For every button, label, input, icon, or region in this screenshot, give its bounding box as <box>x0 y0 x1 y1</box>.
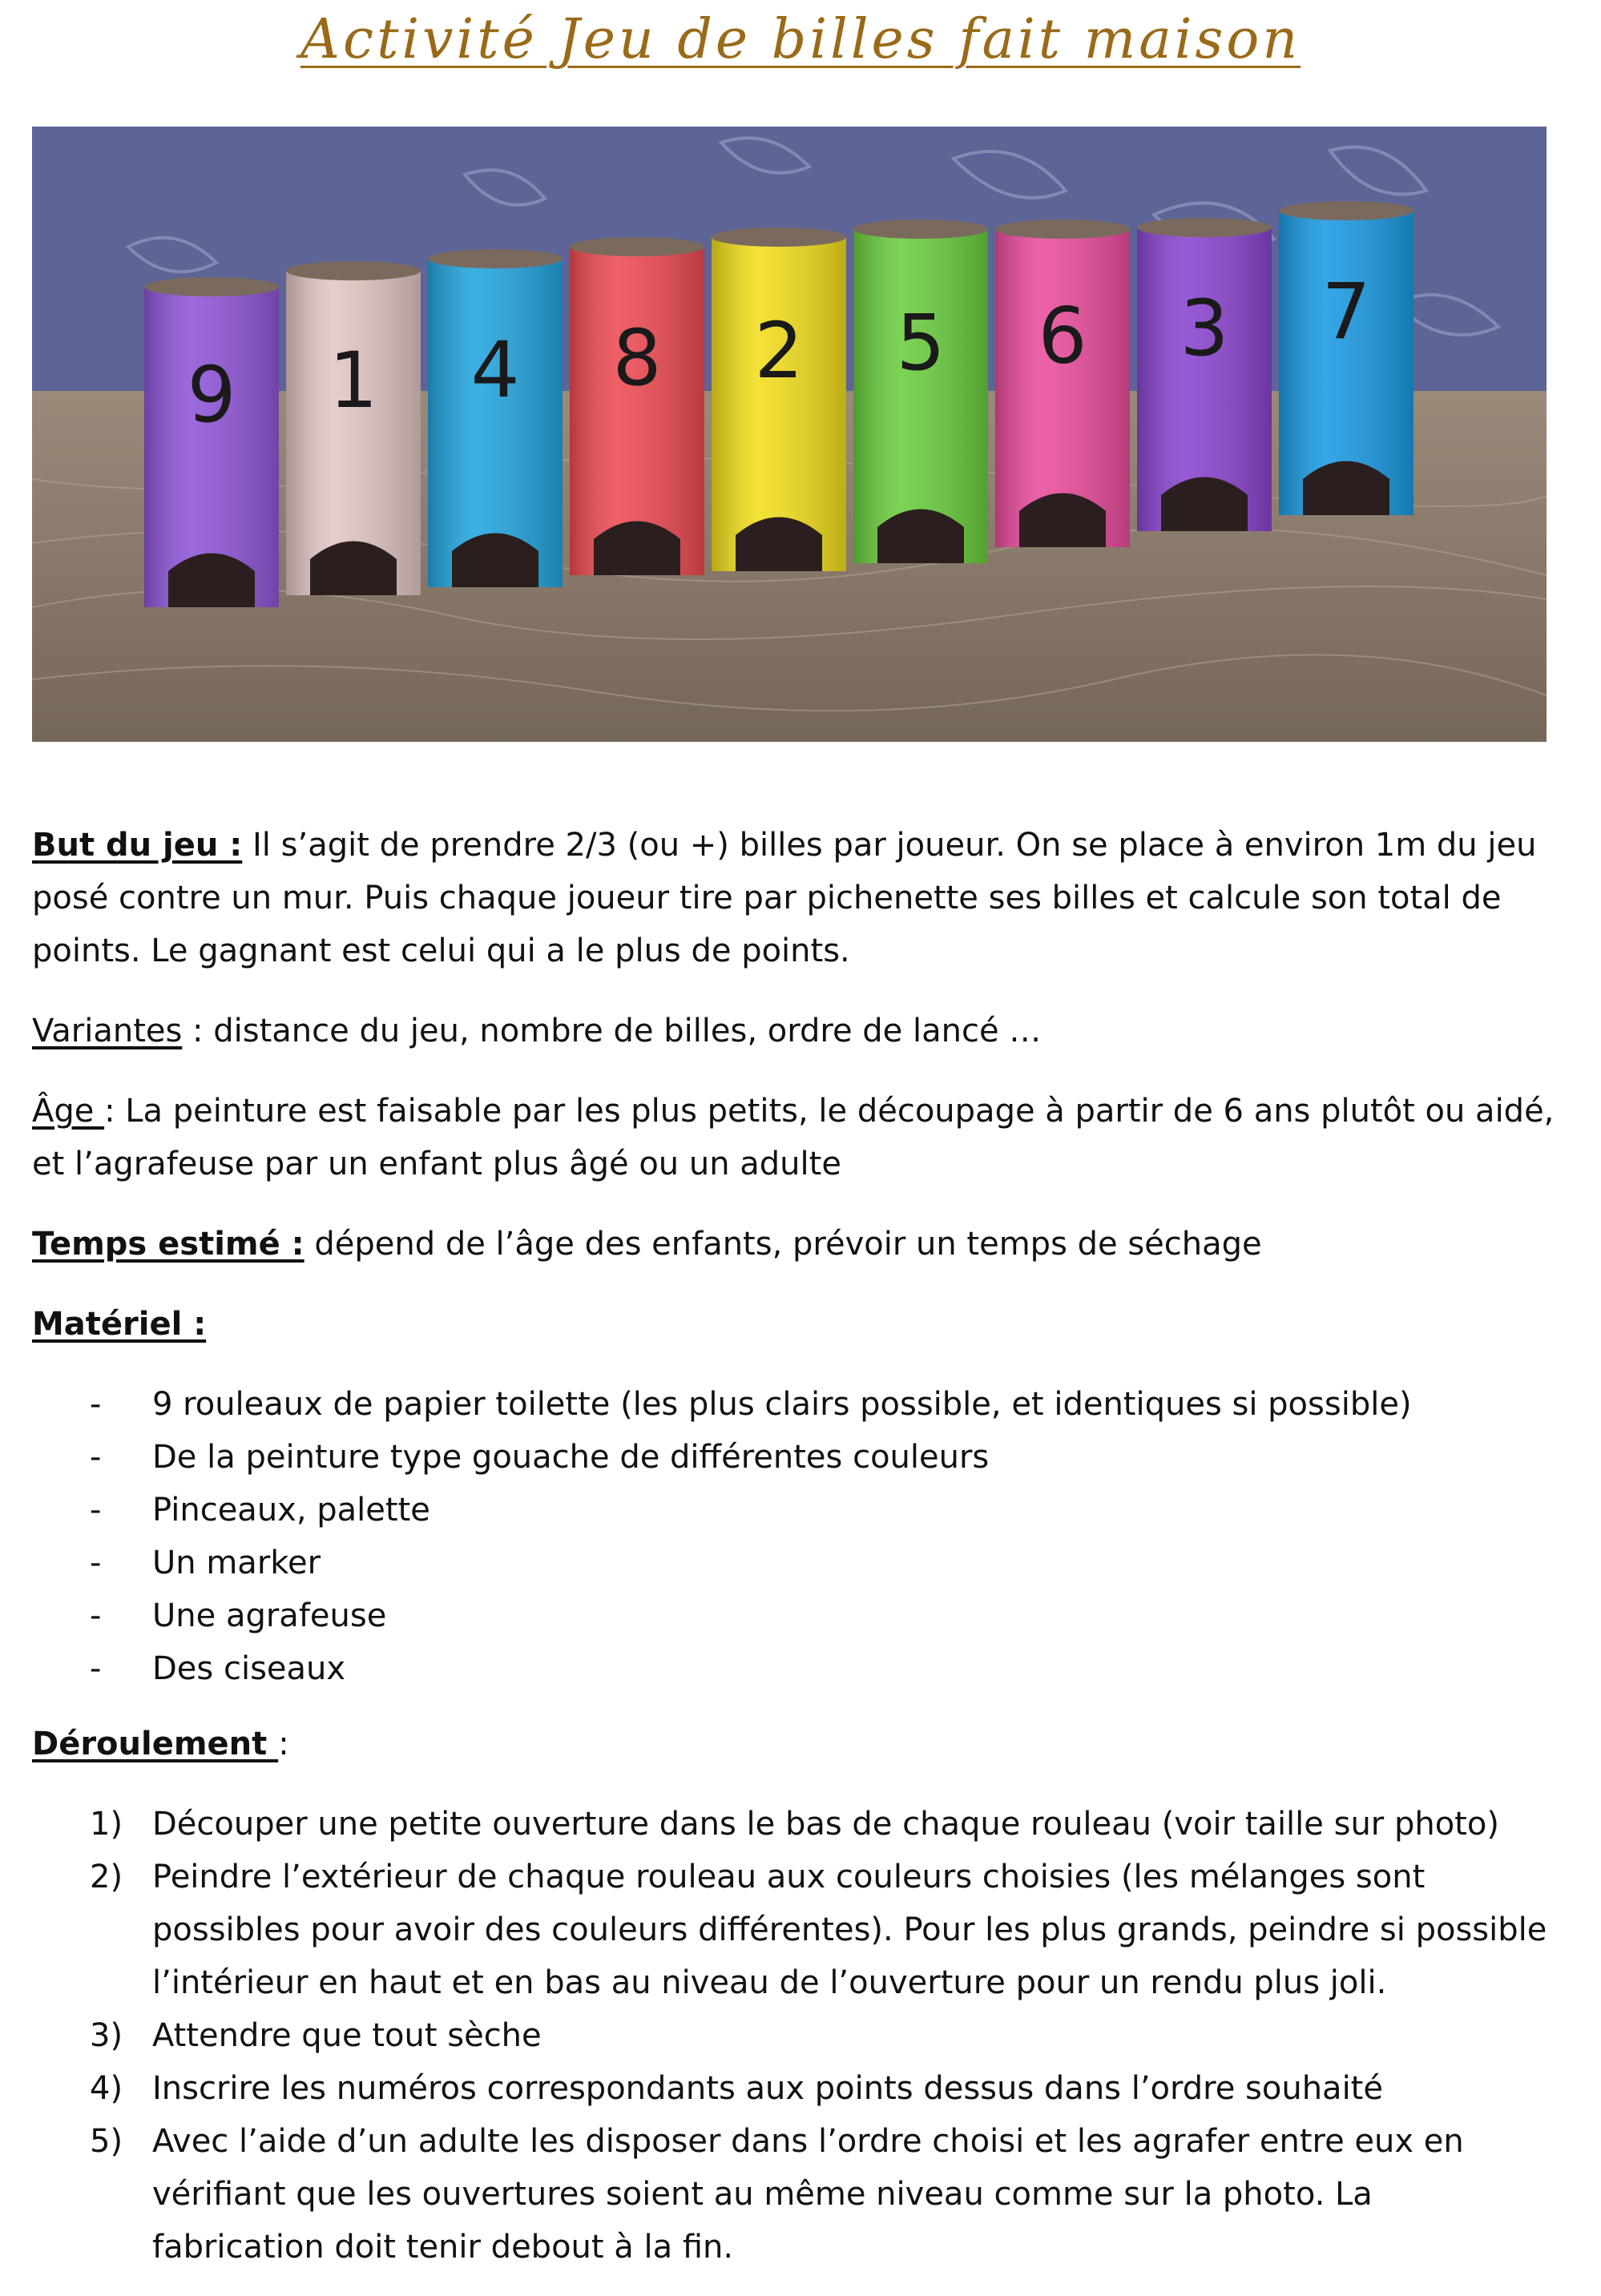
toilet-roll-tube <box>286 261 421 595</box>
photo-illustration <box>32 127 1547 742</box>
time-paragraph <box>32 1218 1555 1271</box>
tube-number: 9 <box>187 350 236 440</box>
step-text: Peindre l’extérieur de chaque rouleau aux couleurs choisies (les mélanges sont possibles pour avoir des couleurs différentes). Pour les plus grands, peindre si possible l’intérieur en haut et en bas au niveau de l’ouverture pour un rendu plus joli. <box>152 1859 1547 2001</box>
tube-top-opening <box>144 277 279 296</box>
bullet-dash: - <box>90 1545 102 1581</box>
toilet-roll-tube <box>712 228 846 571</box>
tube-top-opening <box>570 237 704 256</box>
material-text: De la peinture type gouache de différentes couleurs <box>152 1439 990 1476</box>
bullet-dash: - <box>90 1439 102 1476</box>
step-number: 4) <box>90 2070 123 2107</box>
toilet-roll-tube <box>853 220 988 563</box>
age-label: Âge <box>32 1093 105 1130</box>
bullet-dash: - <box>90 1597 102 1634</box>
tube-number: 6 <box>1038 291 1087 381</box>
step-text: Inscrire les numéros correspondants aux points dessus dans l’ordre souhaité <box>152 2070 1383 2107</box>
variants-paragraph <box>32 1005 1555 1057</box>
materials-heading: Matériel : <box>32 1306 207 1343</box>
tube-number: 2 <box>754 306 804 397</box>
material-text: 9 rouleaux de papier toilette (les plus clairs possible, et identiques si possible) <box>152 1386 1412 1423</box>
variants-label: Variantes <box>32 1013 183 1049</box>
goal-paragraph <box>32 819 1555 977</box>
tube-top-opening <box>428 249 563 268</box>
list-item <box>32 1537 1555 1589</box>
tube-top-opening <box>1137 218 1272 237</box>
list-item <box>32 1589 1555 1642</box>
marble-game-photo <box>32 127 1547 742</box>
tube-top-opening <box>853 220 988 239</box>
bullet-dash: - <box>90 1386 102 1423</box>
procedure-colon: : <box>278 1726 289 1762</box>
document-body <box>32 819 1555 2296</box>
step-text: Attendre que tout sèche <box>152 2017 542 2054</box>
step-item <box>32 2115 1555 2274</box>
page-title: Activité Jeu de billes fait maison <box>300 8 1301 71</box>
materials-list <box>32 1378 1555 1695</box>
material-text: Un marker <box>152 1545 321 1581</box>
list-item <box>32 1378 1555 1431</box>
toilet-roll-tube <box>995 220 1130 547</box>
tube-number: 5 <box>896 298 946 389</box>
step-text: Découper une petite ouverture dans le bas de chaque rouleau (voir taille sur photo) <box>152 1806 1499 1843</box>
step-number: 3) <box>90 2017 123 2054</box>
procedure-steps <box>32 1798 1555 2274</box>
step-item <box>32 1851 1555 2009</box>
list-item <box>32 1642 1555 1695</box>
material-text: Pinceaux, palette <box>152 1492 430 1529</box>
procedure-heading: Déroulement <box>32 1726 279 1762</box>
toilet-roll-tube <box>570 237 704 575</box>
step-number: 1) <box>90 1806 123 1843</box>
toilet-roll-tube <box>144 277 279 607</box>
toilet-roll-tube <box>1137 218 1272 531</box>
tube-top-opening <box>712 228 846 247</box>
tube-number: 3 <box>1180 284 1229 374</box>
time-label: Temps estimé : <box>32 1226 304 1263</box>
step-number: 2) <box>90 1859 123 1895</box>
bullet-dash: - <box>90 1650 102 1687</box>
step-item <box>32 2062 1555 2115</box>
age-paragraph <box>32 1085 1555 1190</box>
step-item <box>32 1798 1555 1851</box>
goal-label: But du jeu : <box>32 827 243 864</box>
time-text: dépend de l’âge des enfants, prévoir un temps de séchage <box>304 1226 1262 1263</box>
list-item <box>32 1484 1555 1537</box>
tube-number: 4 <box>470 325 520 416</box>
tube-number: 7 <box>1321 267 1371 357</box>
goal-text: Il s’agit de prendre 2/3 (ou +) billes par joueur. On se place à environ 1m du jeu posé contre un mur. Puis chaque joueur tire par pichenette ses billes et calcule son total de points. Le gagnant est celui qui a le plus de points. <box>32 827 1537 969</box>
materials-heading-paragraph <box>32 1298 1555 1351</box>
material-text: Des ciseaux <box>152 1650 346 1687</box>
toilet-roll-tube <box>428 249 563 587</box>
step-number: 5) <box>90 2123 123 2160</box>
list-item <box>32 1431 1555 1484</box>
bullet-dash: - <box>90 1492 102 1529</box>
tube-top-opening <box>995 220 1130 239</box>
step-item <box>32 2009 1555 2062</box>
toilet-roll-tube <box>1279 201 1413 515</box>
step-text: Avec l’aide d’un adulte les disposer dans l’ordre choisi et les agrafer entre eux en vérifiant que les ouvertures soient au même niveau comme sur la photo. La fabrication doit tenir debout à la fin. <box>152 2123 1464 2266</box>
material-text: Une agrafeuse <box>152 1597 387 1634</box>
age-text: : La peinture est faisable par les plus petits, le découpage à partir de 6 ans plutôt ou aidé, et l’agrafeuse par un enfant plus âgé ou un adulte <box>32 1093 1555 1182</box>
variants-text: : distance du jeu, nombre de billes, ordre de lancé … <box>182 1013 1042 1049</box>
tube-top-opening <box>1279 201 1413 220</box>
procedure-heading-paragraph <box>32 1718 1555 1770</box>
tube-number: 1 <box>329 336 378 426</box>
tube-number: 8 <box>612 313 662 404</box>
tube-top-opening <box>286 261 421 280</box>
